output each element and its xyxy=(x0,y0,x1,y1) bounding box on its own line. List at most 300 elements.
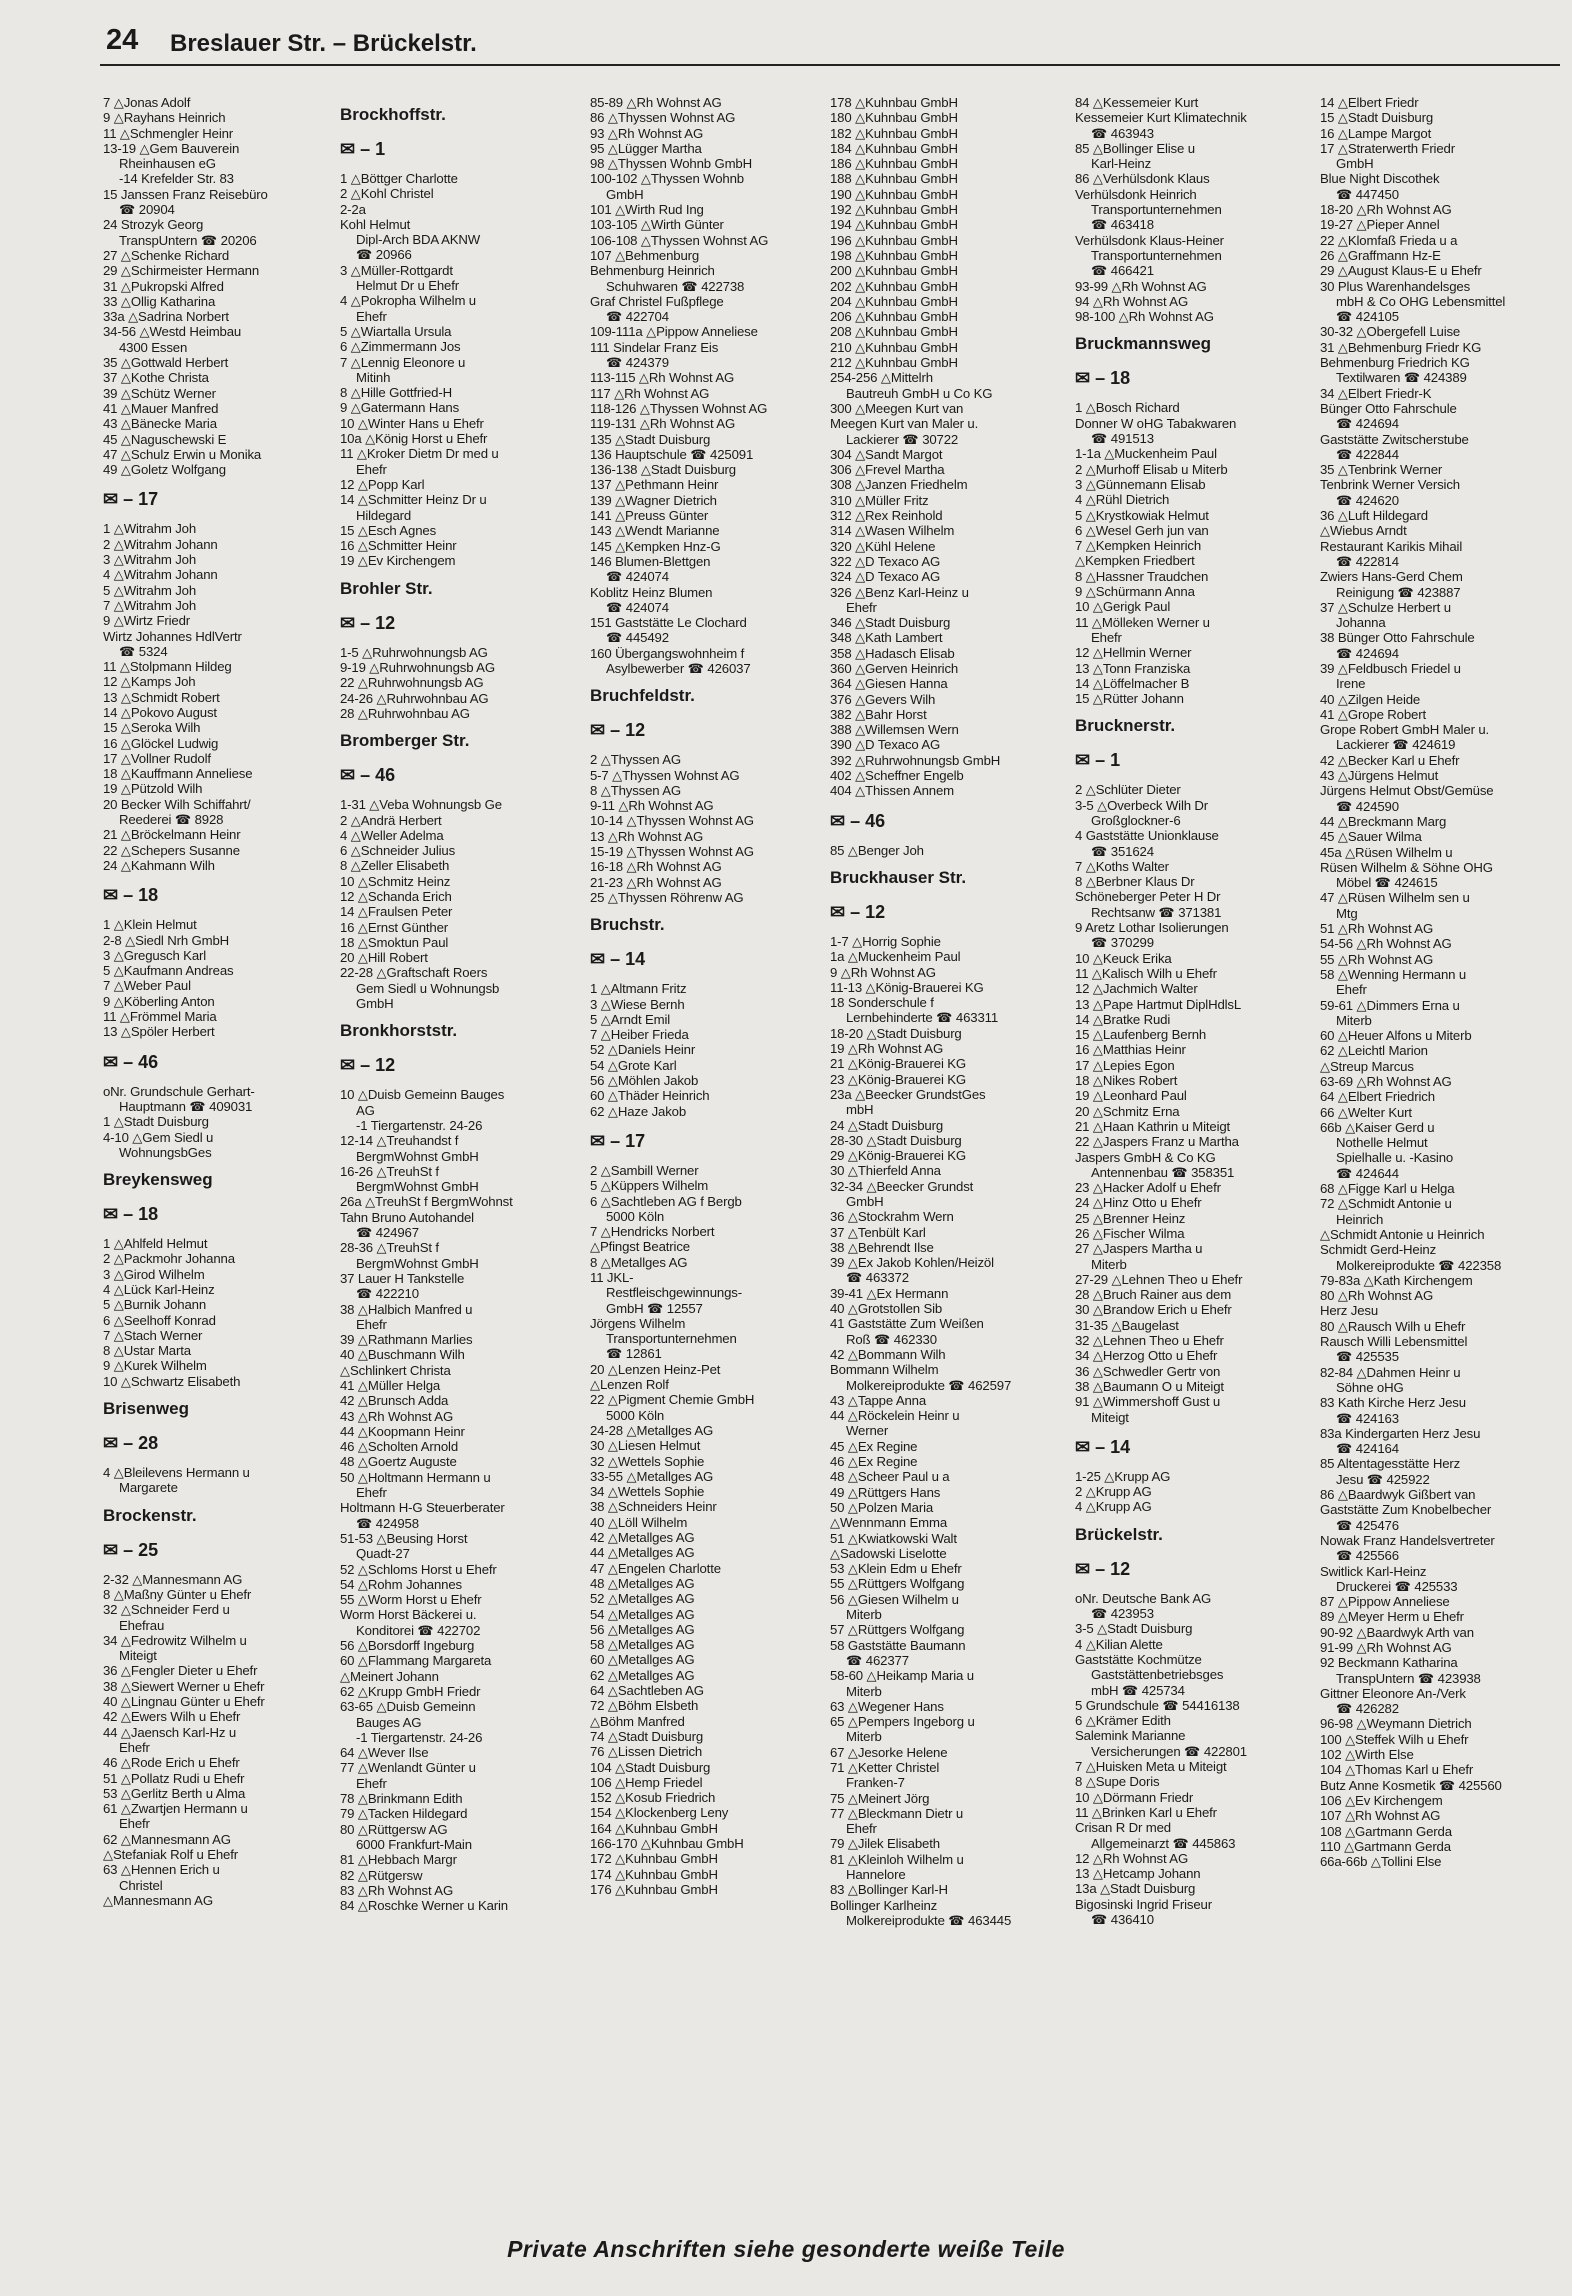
entry-continuation: ☎ 462377 xyxy=(846,1652,909,1668)
directory-entry: 310 △Müller Fritz xyxy=(830,492,929,508)
directory-entry: 31 △Pukropski Alfred xyxy=(103,278,224,294)
directory-entry: 308 △Janzen Friedhelm xyxy=(830,477,968,493)
directory-entry: 4 △Pokropha Wilhelm u xyxy=(340,293,476,309)
directory-entry: 3-5 △Overbeck Wilh Dr xyxy=(1075,797,1209,813)
directory-entry: 85 △Bollinger Elise u xyxy=(1075,140,1195,156)
directory-entry: Gaststätte Kochmütze xyxy=(1075,1651,1202,1667)
entry-continuation: GmbH xyxy=(846,1194,884,1209)
directory-entry: 23 △König-Brauerei KG xyxy=(830,1071,967,1087)
directory-entry: 19 △Ev Kirchengem xyxy=(340,553,456,569)
directory-entry: 42 △Bommann Wilh xyxy=(830,1346,946,1362)
directory-entry: 28-30 △Stadt Duisburg xyxy=(830,1132,962,1148)
directory-entry: 164 △Kuhnbau GmbH xyxy=(590,1820,718,1836)
directory-entry: Donner W oHG Tabakwaren xyxy=(1075,415,1237,431)
directory-entry: 382 △Bahr Horst xyxy=(830,706,927,722)
directory-entry: 54 △Rohm Johannes xyxy=(340,1576,462,1592)
directory-entry: 119-131 △Rh Wohnst AG xyxy=(590,416,736,432)
directory-column-3 xyxy=(590,95,822,2235)
entry-continuation: Hildegard xyxy=(356,507,412,523)
directory-entry: 1a △Muckenheim Paul xyxy=(830,949,961,965)
entry-continuation: Ehefr xyxy=(119,1816,150,1832)
directory-entry: 5 △Arndt Emil xyxy=(590,1011,671,1027)
entry-continuation: ☎ 423953 xyxy=(1091,1606,1154,1622)
directory-entry: 58-60 △Heikamp Maria u xyxy=(830,1668,974,1684)
postal-code-heading: ✉ – 12 xyxy=(340,612,396,633)
directory-entry: 77 △Wenlandt Günter u xyxy=(340,1760,476,1776)
directory-entry: 145 △Kempken Hnz-G xyxy=(590,538,721,554)
entry-continuation: Transportunternehmen xyxy=(1091,247,1222,263)
directory-entry: 180 △Kuhnbau GmbH xyxy=(830,110,958,126)
directory-entry: 15-19 △Thyssen Wohnst AG xyxy=(590,844,754,860)
directory-entry: 93-99 △Rh Wohnst AG xyxy=(1075,278,1207,294)
directory-entry: Verhülsdonk Heinrich xyxy=(1075,186,1197,202)
directory-entry: 3 △Günnemann Elisab xyxy=(1075,476,1206,492)
directory-entry: 7 △Weber Paul xyxy=(103,978,191,994)
directory-entry: 2 △Andrä Herbert xyxy=(340,812,442,828)
directory-column-6 xyxy=(1320,95,1552,2235)
directory-entry: 141 △Preuss Günter xyxy=(590,508,709,524)
entry-continuation: Jesu ☎ 425922 xyxy=(1336,1471,1430,1487)
directory-entry: 5 △Witrahm Joh xyxy=(103,582,197,598)
directory-entry: 77 △Bleckmann Dietr u xyxy=(830,1805,964,1821)
directory-entry: 10 △Dörmann Friedr xyxy=(1075,1789,1194,1805)
postal-code-heading: ✉ – 12 xyxy=(1075,1558,1131,1579)
directory-entry: 198 △Kuhnbau GmbH xyxy=(830,247,958,263)
directory-entry: 312 △Rex Reinhold xyxy=(830,508,943,524)
directory-entry: 143 △Wendt Marianne xyxy=(590,523,720,539)
directory-entry: 83 Kath Kirche Herz Jesu xyxy=(1320,1395,1466,1411)
directory-entry: 1 △Altmann Fritz xyxy=(590,981,687,997)
directory-entry: 304 △Sandt Margot xyxy=(830,446,943,462)
directory-entry: 194 △Kuhnbau GmbH xyxy=(830,217,958,233)
directory-entry: 392 △Ruhrwohnungsb GmbH xyxy=(830,752,1001,768)
directory-entry: 5 △Burnik Johann xyxy=(103,1297,207,1313)
directory-entry: 94 △Rh Wohnst AG xyxy=(1075,293,1189,309)
entry-continuation: ☎ 424164 xyxy=(1336,1441,1399,1457)
entry-continuation: TranspUntern ☎ 423938 xyxy=(1336,1670,1481,1686)
directory-entry: 44 △Koopmann Heinr xyxy=(340,1423,465,1439)
entry-continuation: Rheinhausen eG xyxy=(119,156,216,172)
directory-entry: 37 △Tenbült Karl xyxy=(830,1224,926,1240)
directory-entry: 108 △Gartmann Gerda xyxy=(1320,1823,1452,1839)
entry-continuation: TranspUntern ☎ 20206 xyxy=(119,232,257,248)
postal-code-heading: ✉ – 25 xyxy=(103,1539,159,1560)
directory-entry: 58 △Wenning Hermann u xyxy=(1320,966,1467,982)
directory-entry: 66b △Kaiser Gerd u xyxy=(1320,1119,1435,1135)
directory-entry: 7 △Stach Werner xyxy=(103,1327,203,1343)
directory-entry: 34 △Elbert Friedr-K xyxy=(1320,385,1432,401)
entry-continuation: ☎ 426282 xyxy=(1336,1701,1399,1717)
entry-continuation: Gaststättenbetriebsges xyxy=(1091,1667,1224,1683)
directory-entry: 38 △Baumann O u Miteigt xyxy=(1075,1378,1224,1394)
directory-entry: 43 △Rh Wohnst AG xyxy=(340,1408,454,1424)
entry-continuation: mbH & Co OHG Lebensmittel xyxy=(1336,293,1506,309)
directory-entry: 28 △Bruch Rainer aus dem xyxy=(1075,1287,1232,1303)
directory-entry: 192 △Kuhnbau GmbH xyxy=(830,202,958,218)
directory-entry: 25 △Brenner Heinz xyxy=(1075,1210,1186,1226)
directory-entry: 85 △Benger Joh xyxy=(830,842,924,858)
directory-entry: 9 △Rayhans Heinrich xyxy=(103,110,226,126)
directory-entry: 4 Gaststätte Unionklause xyxy=(1075,828,1219,844)
directory-entry: 79-83a △Kath Kirchengem xyxy=(1320,1272,1473,1288)
entry-continuation: Bauges AG xyxy=(356,1714,422,1730)
directory-entry: 34 △Herzog Otto u Ehefr xyxy=(1075,1348,1218,1364)
entry-continuation: GmbH xyxy=(1336,156,1374,172)
directory-entry: 118-126 △Thyssen Wohnst AG xyxy=(590,400,768,416)
directory-entry: 36 △Schwedler Gertr von xyxy=(1075,1363,1221,1379)
directory-entry: 16-26 △TreuhSt f xyxy=(340,1163,439,1179)
street-heading: Brucknerstr. xyxy=(1075,716,1176,736)
postal-code-heading: ✉ – 46 xyxy=(830,810,886,831)
entry-continuation: GmbH ☎ 12557 xyxy=(606,1300,703,1316)
directory-entry: 33a △Sadrina Norbert xyxy=(103,309,229,325)
entry-continuation: ☎ 466421 xyxy=(1091,263,1154,279)
directory-entry: 24-26 △Ruhrwohnbau AG xyxy=(340,690,489,706)
directory-entry: 81 △Hebbach Margr xyxy=(340,1852,457,1868)
directory-entry: Bommann Wilhelm xyxy=(830,1362,939,1378)
directory-entry: 55 △Rh Wohnst AG xyxy=(1320,951,1434,967)
directory-entry: 5 △Küppers Wilhelm xyxy=(590,1178,709,1194)
directory-entry: 10 △Gerigk Paul xyxy=(1075,599,1171,615)
directory-entry: 7 △Kempken Heinrich xyxy=(1075,538,1202,554)
directory-entry: 14 △Fraulsen Peter xyxy=(340,904,453,920)
directory-entry: 106 △Ev Kirchengem xyxy=(1320,1792,1443,1808)
directory-entry: 19 △Leonhard Paul xyxy=(1075,1088,1187,1104)
directory-entry: 65 △Pempers Ingeborg u xyxy=(830,1714,975,1730)
entry-continuation: ☎ 447450 xyxy=(1336,186,1399,202)
directory-entry: 190 △Kuhnbau GmbH xyxy=(830,186,958,202)
entry-continuation: Ehefrau xyxy=(119,1617,165,1633)
directory-entry: 39 △Rathmann Marlies xyxy=(340,1332,473,1348)
entry-continuation: mbH xyxy=(846,1102,874,1118)
entry-continuation: ☎ 424074 xyxy=(606,569,669,585)
directory-entry: 172 △Kuhnbau GmbH xyxy=(590,1851,718,1867)
entry-continuation: ☎ 12861 xyxy=(606,1346,662,1362)
directory-entry: 3 △Girod Wilhelm xyxy=(103,1266,205,1282)
directory-entry: △Schmidt Antonie u Heinrich xyxy=(1320,1226,1485,1242)
directory-entry: Worm Horst Bäckerei u. xyxy=(340,1607,477,1623)
postal-code-heading: ✉ – 17 xyxy=(590,1130,646,1151)
directory-entry: 22 △Jaspers Franz u Martha xyxy=(1075,1134,1239,1150)
directory-entry: 9-11 △Rh Wohnst AG xyxy=(590,798,714,814)
directory-entry: 95 △Lügger Martha xyxy=(590,140,702,156)
directory-entry: 390 △D Texaco AG xyxy=(830,737,941,753)
directory-entry: 4-10 △Gem Siedl u xyxy=(103,1129,214,1145)
directory-entry: △Streup Marcus xyxy=(1320,1058,1414,1074)
entry-continuation: Dipl-Arch BDA AKNW xyxy=(356,232,481,248)
directory-entry: 38 △Schneiders Heinr xyxy=(590,1499,717,1515)
directory-entry: 63-65 △Duisb Gemeinn xyxy=(340,1699,476,1715)
directory-entry: 9 Aretz Lothar Isolierungen xyxy=(1075,920,1229,936)
entry-continuation: AG xyxy=(356,1102,375,1118)
entry-continuation: ☎ 463372 xyxy=(846,1270,909,1286)
directory-entry: 30 △Brandow Erich u Ehefr xyxy=(1075,1302,1232,1318)
directory-entry: 3 △Gregusch Karl xyxy=(103,947,207,963)
directory-entry: 5 △Wiartalla Ursula xyxy=(340,323,452,339)
directory-entry: 41 △Mauer Manfred xyxy=(103,400,219,416)
directory-entry: 86 △Thyssen Wohnst AG xyxy=(590,110,736,126)
entry-continuation: ☎ 463943 xyxy=(1091,125,1154,141)
directory-entry: 62 △Krupp GmbH Friedr xyxy=(340,1683,481,1699)
directory-entry: 72 △Böhm Elsbeth xyxy=(590,1698,699,1714)
entry-continuation: Reinigung ☎ 423887 xyxy=(1336,584,1461,600)
directory-entry: 60 △Metallges AG xyxy=(590,1652,695,1668)
directory-entry: 2-32 △Mannesmann AG xyxy=(103,1571,243,1587)
directory-entry: 16 △Schmitter Heinr xyxy=(340,538,457,554)
directory-entry: 1-5 △Ruhrwohnungsb AG xyxy=(340,644,488,660)
directory-entry: 37 △Kothe Christa xyxy=(103,370,209,386)
entry-continuation: ☎ 424958 xyxy=(356,1515,419,1531)
entry-continuation: Miteigt xyxy=(1091,1409,1129,1425)
directory-entry: △Schlinkert Christa xyxy=(340,1362,451,1378)
entry-continuation: Schuhwaren ☎ 422738 xyxy=(606,278,745,294)
directory-entry: 85-89 △Rh Wohnst AG xyxy=(590,95,722,110)
directory-entry: 111 Sindelar Franz Eis xyxy=(590,339,719,355)
entry-continuation: Miterb xyxy=(846,1729,882,1745)
entry-continuation: Heinrich xyxy=(1336,1211,1384,1227)
entry-continuation: ☎ 424644 xyxy=(1336,1165,1399,1181)
directory-entry: 74 △Stadt Duisburg xyxy=(590,1728,704,1744)
postal-code-heading: ✉ – 12 xyxy=(830,901,886,922)
directory-entry: 9 △Köberling Anton xyxy=(103,993,215,1009)
directory-entry: 38 Bünger Otto Fahrschule xyxy=(1320,630,1475,646)
directory-entry: 32-34 △Beecker Grundst xyxy=(830,1178,974,1194)
directory-columns xyxy=(103,95,1572,2235)
directory-entry: 22 △Ruhrwohnungsb AG xyxy=(340,675,484,691)
directory-entry: oNr. Deutsche Bank AG xyxy=(1075,1590,1212,1606)
directory-entry: 15 △Esch Agnes xyxy=(340,522,437,538)
directory-entry: △Pfingst Beatrice xyxy=(590,1239,690,1255)
directory-entry: Kohl Helmut xyxy=(340,216,411,232)
directory-entry: 146 Blumen-Blettgen xyxy=(590,553,711,569)
directory-entry: 29 △König-Brauerei KG xyxy=(830,1148,967,1164)
directory-entry: 101 △Wirth Rud Ing xyxy=(590,202,704,218)
directory-entry: 62 △Metallges AG xyxy=(590,1667,695,1683)
directory-entry: 23a △Beecker GrundstGes xyxy=(830,1086,986,1102)
directory-entry: 16 △Glöckel Ludwig xyxy=(103,735,219,751)
entry-continuation: Großglockner-6 xyxy=(1091,812,1181,828)
directory-entry: 36 △Fengler Dieter u Ehefr xyxy=(103,1663,258,1679)
entry-continuation: ☎ 425535 xyxy=(1336,1349,1399,1365)
directory-entry: 16-18 △Rh Wohnst AG xyxy=(590,859,722,875)
directory-entry: 45 △Naguschewski E xyxy=(103,431,227,447)
directory-entry: 28 △Ruhrwohnbau AG xyxy=(340,705,470,721)
directory-entry: 66 △Welter Kurt xyxy=(1320,1104,1412,1120)
directory-entry: 11 △Frömmel Maria xyxy=(103,1009,217,1025)
directory-entry: 18-20 △Rh Wohnst AG xyxy=(1320,202,1452,218)
postal-code-heading: ✉ – 18 xyxy=(103,885,159,906)
entry-continuation: Miteigt xyxy=(119,1648,157,1664)
directory-entry: 4 △Krupp AG xyxy=(1075,1499,1152,1515)
directory-entry: 15 △Seroka Wilh xyxy=(103,720,201,736)
entry-continuation: ☎ 424590 xyxy=(1336,798,1399,814)
entry-continuation: 4300 Essen xyxy=(119,339,188,355)
postal-code-heading: ✉ – 18 xyxy=(103,1204,159,1225)
directory-entry: 2 △Kohl Christel xyxy=(340,186,434,202)
directory-entry: 28-36 △TreuhSt f xyxy=(340,1240,439,1256)
directory-entry: 50 △Holtmann Hermann u xyxy=(340,1469,491,1485)
directory-entry: 4 △Bleilevens Hermann u xyxy=(103,1465,250,1481)
entry-continuation: ☎ 422814 xyxy=(1336,553,1399,569)
directory-entry: Tenbrink Werner Versich xyxy=(1320,477,1460,493)
directory-entry: 20 △Hill Robert xyxy=(340,950,428,966)
directory-entry: 10a △König Horst u Ehefr xyxy=(340,431,488,447)
street-heading: Brockenstr. xyxy=(103,1505,197,1525)
directory-entry: 56 △Giesen Wilhelm u xyxy=(830,1591,959,1607)
directory-entry: Bünger Otto Fahrschule xyxy=(1320,400,1457,416)
directory-entry: 152 △Kosub Friedrich xyxy=(590,1790,716,1806)
directory-entry: 388 △Willemsen Wern xyxy=(830,722,959,738)
directory-entry: 40 △Lingnau Günter u Ehefr xyxy=(103,1694,265,1710)
postal-code-heading: ✉ – 1 xyxy=(340,139,386,159)
entry-continuation: Lernbehinderte ☎ 463311 xyxy=(846,1010,999,1026)
postal-code-heading: ✉ – 46 xyxy=(103,1051,159,1072)
directory-entry: △Meinert Johann xyxy=(340,1668,439,1684)
directory-entry: 56 △Borsdorff Ingeburg xyxy=(340,1638,475,1654)
directory-entry: 2 △Murhoff Elisab u Miterb xyxy=(1075,461,1228,477)
directory-entry: 8 △Hassner Traudchen xyxy=(1075,568,1209,584)
directory-entry: Bollinger Karlheinz xyxy=(830,1897,938,1913)
directory-entry: 63-69 △Rh Wohnst AG xyxy=(1320,1074,1452,1089)
directory-entry: 67 △Jesorke Helene xyxy=(830,1744,948,1760)
directory-entry: 32 △Schneider Ferd u xyxy=(103,1602,230,1618)
directory-entry: 14 △Bratke Rudi xyxy=(1075,1011,1171,1027)
directory-column-1 xyxy=(103,95,335,2235)
directory-column-5 xyxy=(1075,95,1307,2235)
directory-entry: △Sadowski Liselotte xyxy=(830,1545,947,1561)
entry-continuation: Allgemeinarzt ☎ 445863 xyxy=(1091,1835,1236,1851)
directory-entry: 3 △Wiese Bernh xyxy=(590,996,685,1012)
directory-entry: 6 △Schneider Julius xyxy=(340,843,456,859)
entry-continuation: Spielhalle u. -Kasino xyxy=(1336,1150,1454,1166)
entry-continuation: -1 Tiergartenstr. 24-26 xyxy=(356,1729,483,1745)
directory-entry: 206 △Kuhnbau GmbH xyxy=(830,309,958,325)
directory-entry: 13-19 △Gem Bauverein xyxy=(103,140,240,156)
directory-entry: 139 △Wagner Dietrich xyxy=(590,492,717,508)
directory-entry: 186 △Kuhnbau GmbH xyxy=(830,156,958,172)
page-number: 24 xyxy=(106,24,139,56)
directory-entry: 8 △Maßny Günter u Ehefr xyxy=(103,1586,252,1602)
directory-entry: Rausch Willi Lebensmittel xyxy=(1320,1334,1468,1350)
entry-continuation: Karl-Heinz xyxy=(1091,156,1152,172)
street-heading: Brückelstr. xyxy=(1075,1524,1163,1544)
directory-entry: 43 △Tappe Anna xyxy=(830,1392,927,1408)
postal-code-heading: ✉ – 46 xyxy=(340,765,396,786)
directory-entry: △Wiebus Arndt xyxy=(1320,523,1407,539)
directory-entry: Behmenburg Friedrich KG xyxy=(1320,355,1470,371)
entry-continuation: Werner xyxy=(846,1423,889,1439)
directory-entry: 80 △Rh Wohnst AG xyxy=(1320,1288,1434,1304)
directory-entry: Gittner Eleonore An-/Verk xyxy=(1320,1685,1466,1701)
directory-entry: 9 △Kurek Wilhelm xyxy=(103,1358,207,1374)
postal-code-heading: ✉ – 12 xyxy=(340,1055,396,1076)
directory-entry: 40 △Buschmann Wilh xyxy=(340,1347,465,1363)
directory-entry: Schmidt Gerd-Heinz xyxy=(1320,1242,1437,1258)
directory-entry: Behmenburg Heinrich xyxy=(590,263,715,279)
directory-entry: 19 △Pützold Wilh xyxy=(103,781,203,797)
entry-continuation: GmbH xyxy=(606,186,644,202)
directory-entry: 210 △Kuhnbau GmbH xyxy=(830,339,958,355)
directory-entry: 8 △Hille Gottfried-H xyxy=(340,385,452,401)
postal-code-heading: ✉ – 12 xyxy=(590,720,646,741)
directory-entry: 10 △Keuck Erika xyxy=(1075,950,1172,966)
directory-entry: 13 △Hetcamp Johann xyxy=(1075,1866,1201,1882)
entry-continuation: mbH ☎ 425734 xyxy=(1091,1682,1185,1698)
directory-entry: 9 △Schürmann Anna xyxy=(1075,584,1195,600)
directory-entry: 2 △Krupp AG xyxy=(1075,1484,1152,1500)
entry-continuation: ☎ 351624 xyxy=(1091,843,1154,859)
directory-entry: 96-98 △Weymann Dietrich xyxy=(1320,1716,1472,1732)
entry-continuation: Helmut Dr u Ehefr xyxy=(356,278,459,294)
directory-entry: 32 △Wettels Sophie xyxy=(590,1453,705,1469)
entry-continuation: Ehefr xyxy=(846,599,877,615)
entry-continuation: Ehefr xyxy=(356,1316,387,1332)
directory-entry: 60 △Thäder Heinrich xyxy=(590,1088,710,1104)
directory-entry: 79 △Jilek Elisabeth xyxy=(830,1836,940,1852)
directory-entry: 26 △Graffmann Hz-E xyxy=(1320,247,1441,263)
directory-entry: 4 △Witrahm Johann xyxy=(103,567,218,583)
directory-entry: 34 △Fedrowitz Wilhelm u xyxy=(103,1632,247,1648)
directory-entry: 55 △Rüttgers Wolfgang xyxy=(830,1576,965,1592)
directory-entry: 184 △Kuhnbau GmbH xyxy=(830,140,958,156)
directory-entry: 43 △Jürgens Helmut xyxy=(1320,768,1439,784)
entry-continuation: Textilwaren ☎ 424389 xyxy=(1336,370,1467,386)
directory-entry: 376 △Gevers Wilh xyxy=(830,691,936,707)
directory-entry: 12 △Kamps Joh xyxy=(103,674,196,690)
directory-entry: 160 Übergangswohnheim f xyxy=(590,645,745,661)
directory-entry: 27-29 △Lehnen Theo u Ehefr xyxy=(1075,1271,1243,1287)
directory-entry: 82 △Rütgersw xyxy=(340,1867,423,1883)
directory-entry: 45a △Rüsen Wilhelm u xyxy=(1320,844,1453,860)
directory-entry: 80 △Rausch Wilh u Ehefr xyxy=(1320,1318,1466,1334)
directory-entry: 16 △Ernst Günther xyxy=(340,919,449,935)
entry-continuation: -14 Krefelder Str. 83 xyxy=(119,171,234,187)
directory-entry: 196 △Kuhnbau GmbH xyxy=(830,232,958,248)
directory-entry: Wirtz Johannes HdlVertr xyxy=(103,628,242,644)
directory-entry: 7 △Witrahm Joh xyxy=(103,597,197,613)
directory-entry: 11 △Kalisch Wilh u Ehefr xyxy=(1075,965,1217,981)
directory-entry: 83a Kindergarten Herz Jesu xyxy=(1320,1425,1481,1441)
directory-entry: 104 △Thomas Karl u Ehefr xyxy=(1320,1762,1474,1778)
directory-entry: 24 △Hinz Otto u Ehefr xyxy=(1075,1195,1202,1211)
directory-entry: 41 △Müller Helga xyxy=(340,1378,441,1393)
directory-entry: 6 △Zimmermann Jos xyxy=(340,339,461,355)
entry-continuation: Asylbewerber ☎ 426037 xyxy=(606,660,751,676)
directory-entry: 8 △Metallges AG xyxy=(590,1254,688,1270)
directory-entry: 11 △Kroker Dietm Dr med u xyxy=(340,446,499,462)
directory-entry: 51 △Pollatz Rudi u Ehefr xyxy=(103,1770,245,1786)
directory-entry: 346 △Stadt Duisburg xyxy=(830,615,951,631)
directory-entry: 21 △König-Brauerei KG xyxy=(830,1056,967,1072)
directory-entry: 20 Becker Wilh Schiffahrt/ xyxy=(103,796,251,812)
directory-entry: 49 △Goletz Wolfgang xyxy=(103,462,226,478)
directory-entry: 39 △Feldbusch Friedel u xyxy=(1320,660,1461,676)
street-heading: Bruckhauser Str. xyxy=(830,867,967,887)
entry-continuation: Molkereiprodukte ☎ 463445 xyxy=(846,1912,1012,1928)
directory-entry: △Mannesmann AG xyxy=(103,1892,213,1908)
directory-entry: 46 △Scholten Arnold xyxy=(340,1439,459,1455)
directory-entry: △Wennmann Emma xyxy=(830,1515,948,1531)
entry-continuation: Ehefr xyxy=(846,1821,877,1837)
directory-entry: 39 △Schütz Werner xyxy=(103,385,216,401)
directory-entry: Jörgens Wilhelm xyxy=(590,1315,686,1331)
directory-entry: Nowak Franz Handelsvertreter xyxy=(1320,1532,1495,1548)
entry-continuation: ☎ 422844 xyxy=(1336,446,1399,462)
directory-entry: Jürgens Helmut Obst/Gemüse xyxy=(1320,783,1494,799)
directory-entry: 7 △Lennig Eleonore u xyxy=(340,354,466,370)
postal-code-heading: ✉ – 18 xyxy=(1075,368,1131,389)
directory-entry: 404 △Thissen Annem xyxy=(830,783,955,799)
